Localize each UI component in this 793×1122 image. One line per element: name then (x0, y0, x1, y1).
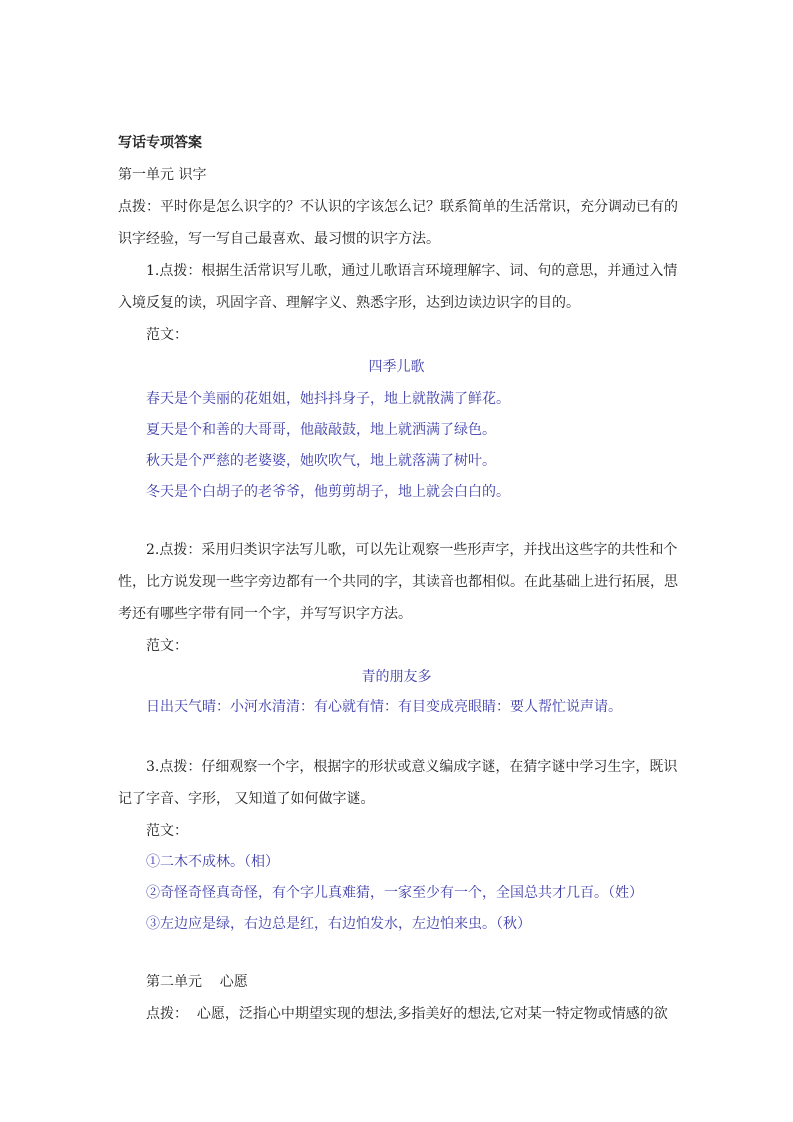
item1-sample-line: 秋天是个严慈的老婆婆，她吹吹气，地上就落满了树叶。 (146, 453, 496, 469)
item2-sample-line: 日出天气晴：小河水清清：有心就有情：有目变成亮眼睛：要人帮忙说声请。 (146, 699, 622, 715)
item1-sample-line: 夏天是个和善的大哥哥，他敲敲鼓，地上就洒满了绿色。 (146, 422, 496, 438)
unit1-intro-line: 点拨：平时你是怎么识字的？不认识的字该怎么记？联系简单的生活常识，充分调动已有的 (118, 199, 678, 215)
item2-sample-label: 范文： (146, 638, 188, 654)
unit2-intro-line: 点拨： 心愿，泛指心中期望实现的想法,多指美好的想法,它对某一特定物或情感的欲 (146, 1006, 668, 1022)
item3-sample-label: 范文： (146, 823, 188, 839)
item3-sample-line: ①二木不成林。（相） (146, 854, 279, 870)
unit1-heading: 第一单元 识字 (118, 167, 207, 183)
item3-sample-line: ②奇怪奇怪真奇怪，有个字儿真难猜，一家至少有一个，全国总共才几百。（姓） (146, 885, 643, 901)
item3-tip-line: 3.点拨：仔细观察一个字，根据字的形状或意义编成字谜，在猜字谜中学习生字，既识 (146, 759, 678, 775)
item3-sample-line: ③左边应是绿，右边总是红，右边怕发水，左边怕来虫。（秋） (146, 916, 531, 932)
item3-tip-line: 记了字音、字形， 又知道了如何做字谜。 (118, 791, 375, 807)
item2-tip-line: 考还有哪些字带有同一个字，并写写识字方法。 (118, 606, 412, 622)
unit1-intro-line: 识字经验，写一写自己最喜欢、最习惯的识字方法。 (118, 231, 440, 247)
document-title: 写话专项答案 (118, 135, 202, 151)
item1-sample-title: 四季儿歌 (368, 359, 425, 375)
item1-sample-line: 春天是个美丽的花姐姐，她抖抖身子，地上就散满了鲜花。 (146, 391, 510, 407)
item1-sample-label: 范文： (146, 327, 188, 343)
item2-tip-line: 2.点拨：采用归类识字法写儿歌，可以先让观察一些形声字，并找出这些字的共性和个 (146, 542, 678, 558)
item1-tip-line: 入境反复的读，巩固字音、理解字义、熟悉字形，达到边读边识字的目的。 (118, 295, 580, 311)
item1-tip-line: 1.点拨：根据生活常识写儿歌，通过儿歌语言环境理解字、词、句的意思，并通过入情 (146, 263, 678, 279)
unit2-heading: 第二单元 心愿 (146, 974, 248, 990)
item2-sample-title: 青的朋友多 (361, 669, 432, 685)
item2-tip-line: 性，比方说发现一些字旁边都有一个共同的字，其读音也都相似。在此基础上进行拓展，思 (118, 574, 678, 590)
item1-sample-line: 冬天是个白胡子的老爷爷，他剪剪胡子，地上就会白白的。 (146, 484, 510, 500)
